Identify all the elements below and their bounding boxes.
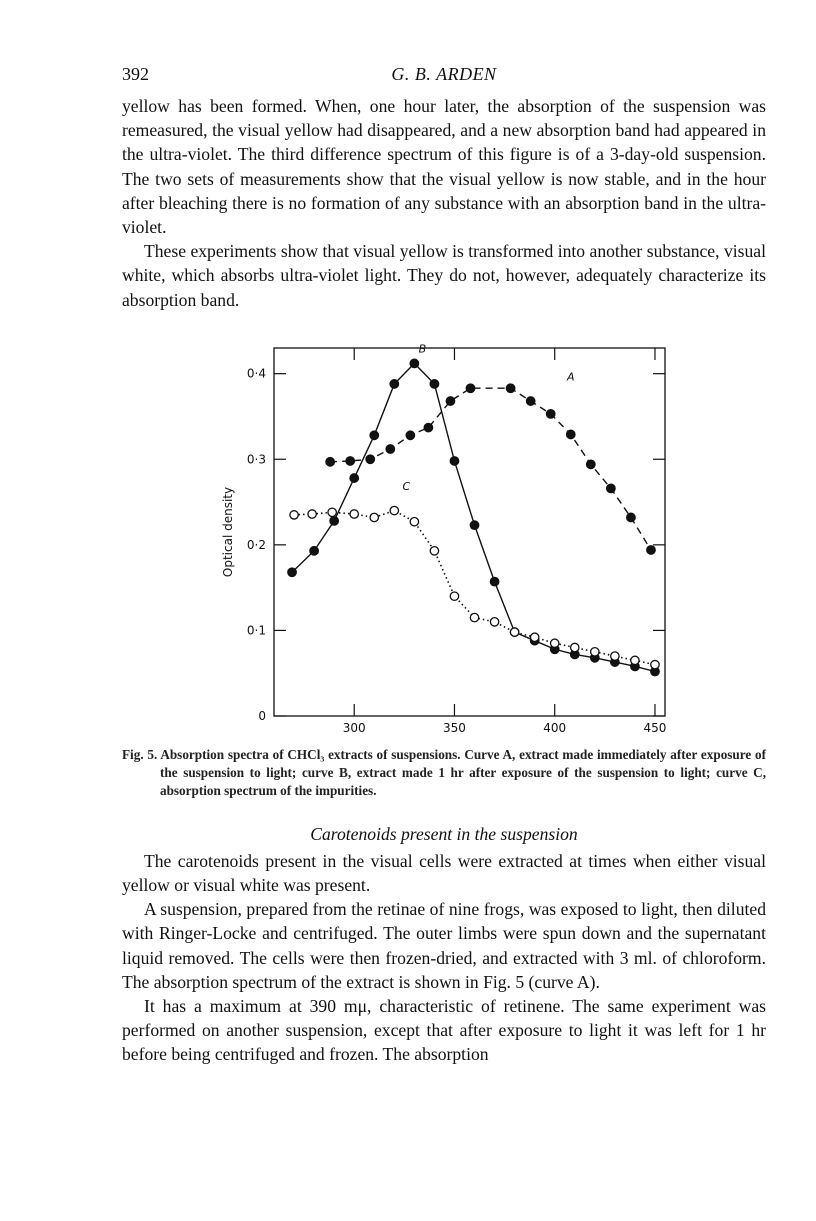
curve-c-point: [308, 510, 316, 518]
curve-a-point: [466, 384, 475, 393]
curve-b-point: [410, 359, 419, 368]
curve-a-line: [330, 388, 651, 550]
running-head-author: G. B. ARDEN: [391, 64, 497, 84]
curve-c-point: [350, 510, 358, 518]
curve-c-point: [450, 592, 458, 600]
curve-label-a: A: [566, 370, 575, 384]
figure-5: [122, 326, 766, 746]
curve-c-point: [530, 633, 538, 641]
x-tick-label: 450: [643, 720, 667, 735]
paragraph-5: It has a maximum at 390 mμ, characteristic of retinene. The same experiment was performed on another suspension, except that after exposure to light it was left for 1 hr before being centrifuged and frozen. The absorption: [122, 996, 766, 1065]
curve-b-line: [292, 363, 655, 671]
curve-label-c: C: [402, 479, 411, 493]
curve-b-point: [288, 568, 297, 577]
curve-a-point: [546, 409, 555, 418]
x-tick-label: 300: [342, 720, 366, 735]
figure-caption: [122, 746, 766, 800]
curve-a-point: [606, 484, 615, 493]
curve-a-point: [406, 431, 415, 440]
x-tick-label: 350: [443, 720, 466, 735]
curve-b-point: [490, 577, 499, 586]
curve-label-b: B: [418, 342, 427, 356]
x-axis-label: [415, 745, 523, 746]
curve-c-point: [328, 508, 336, 516]
curve-c-point: [390, 506, 398, 514]
curve-c-point: [591, 647, 599, 655]
curve-a-point: [326, 457, 335, 466]
curve-a-point: [526, 396, 535, 405]
paragraph-3: The carotenoids present in the visual cells were extracted at times when either visual yellow or visual white was present.: [122, 850, 766, 896]
figure-caption-text: Absorption spectra of CHCl₃ extracts of suspensions. Curve A, extract made immediately after exposure of the suspension to light; curve B, extract made 1 hr after exposure of the suspension to light; curve C, absorption spectrum of the impurities.: [160, 746, 766, 798]
paragraph-2: These experiments show that visual yellow is transformed into another substance, visual white, which absorbs ultra-violet light. They do not, however, adequately characterize its absorption band.: [122, 241, 766, 310]
curve-a-point: [506, 384, 515, 393]
curve-c-point: [290, 511, 298, 519]
curve-c-point: [410, 517, 418, 525]
curve-c-point: [631, 656, 639, 664]
curve-c-line: [294, 510, 655, 664]
x-tick-label: 400: [543, 720, 567, 735]
paragraph-4: A suspension, prepared from the retinae of nine frogs, was exposed to light, then diluted with Ringer-Locke and centrifuged. The outer limbs were spun down and the supernatant liquid removed. The cells were then frozen-dried, and extracted with 3 ml. of chloroform. The absorption spectrum of the extract is shown in Fig. 5 (curve A).: [122, 899, 766, 992]
curve-c-point: [430, 546, 438, 554]
curve-c-point: [510, 628, 518, 636]
curve-c-point: [490, 617, 498, 625]
curve-a-point: [446, 396, 455, 405]
page-number: 392: [122, 64, 149, 84]
curve-a-point: [586, 460, 595, 469]
curve-a-point: [647, 545, 656, 554]
figure-caption-label: Fig. 5.: [122, 746, 158, 762]
curve-b-point: [330, 516, 339, 525]
curve-c-point: [470, 613, 478, 621]
y-tick-label: 0·4: [246, 366, 266, 381]
curve-c-point: [551, 639, 559, 647]
curve-b-point: [350, 474, 359, 483]
curve-b-point: [450, 456, 459, 465]
curve-a-point: [366, 455, 375, 464]
curve-a-point: [386, 444, 395, 453]
curve-b-point: [370, 431, 379, 440]
curve-b-point: [430, 379, 439, 388]
curve-c-point: [370, 513, 378, 521]
y-tick-label: 0: [258, 708, 266, 723]
running-head: [122, 64, 766, 94]
curve-c-point: [651, 660, 659, 668]
curve-a-point: [346, 456, 355, 465]
page: [122, 64, 766, 1067]
curve-b-point: [390, 379, 399, 388]
curve-a-point: [424, 423, 433, 432]
section-heading: Carotenoids present in the suspension: [310, 823, 578, 844]
y-tick-label: 0·3: [246, 452, 266, 467]
curve-a-point: [627, 513, 636, 522]
y-tick-label: 0·1: [246, 623, 266, 638]
curve-a-point: [566, 430, 575, 439]
curve-b-point: [470, 521, 479, 530]
curve-c-point: [611, 652, 619, 660]
y-tick-label: 0·2: [246, 537, 266, 552]
paragraph-1: yellow has been formed. When, one hour later, the absorption of the suspension was remeasured, the visual yellow had disappeared, and a new absorption band had appeared in the ultra-violet. The third difference spectrum of this figure is of a 3-day-old suspension. The two sets of measurements show that the visual yellow is now stable, and in the hour after bleaching there is no formation of any substance with an absorption band in the ultra-violet.: [122, 96, 766, 238]
y-axis-label: Optical density: [221, 486, 235, 577]
curve-b-point: [310, 546, 319, 555]
curve-c-point: [571, 643, 579, 651]
absorption-chart: [122, 326, 766, 746]
